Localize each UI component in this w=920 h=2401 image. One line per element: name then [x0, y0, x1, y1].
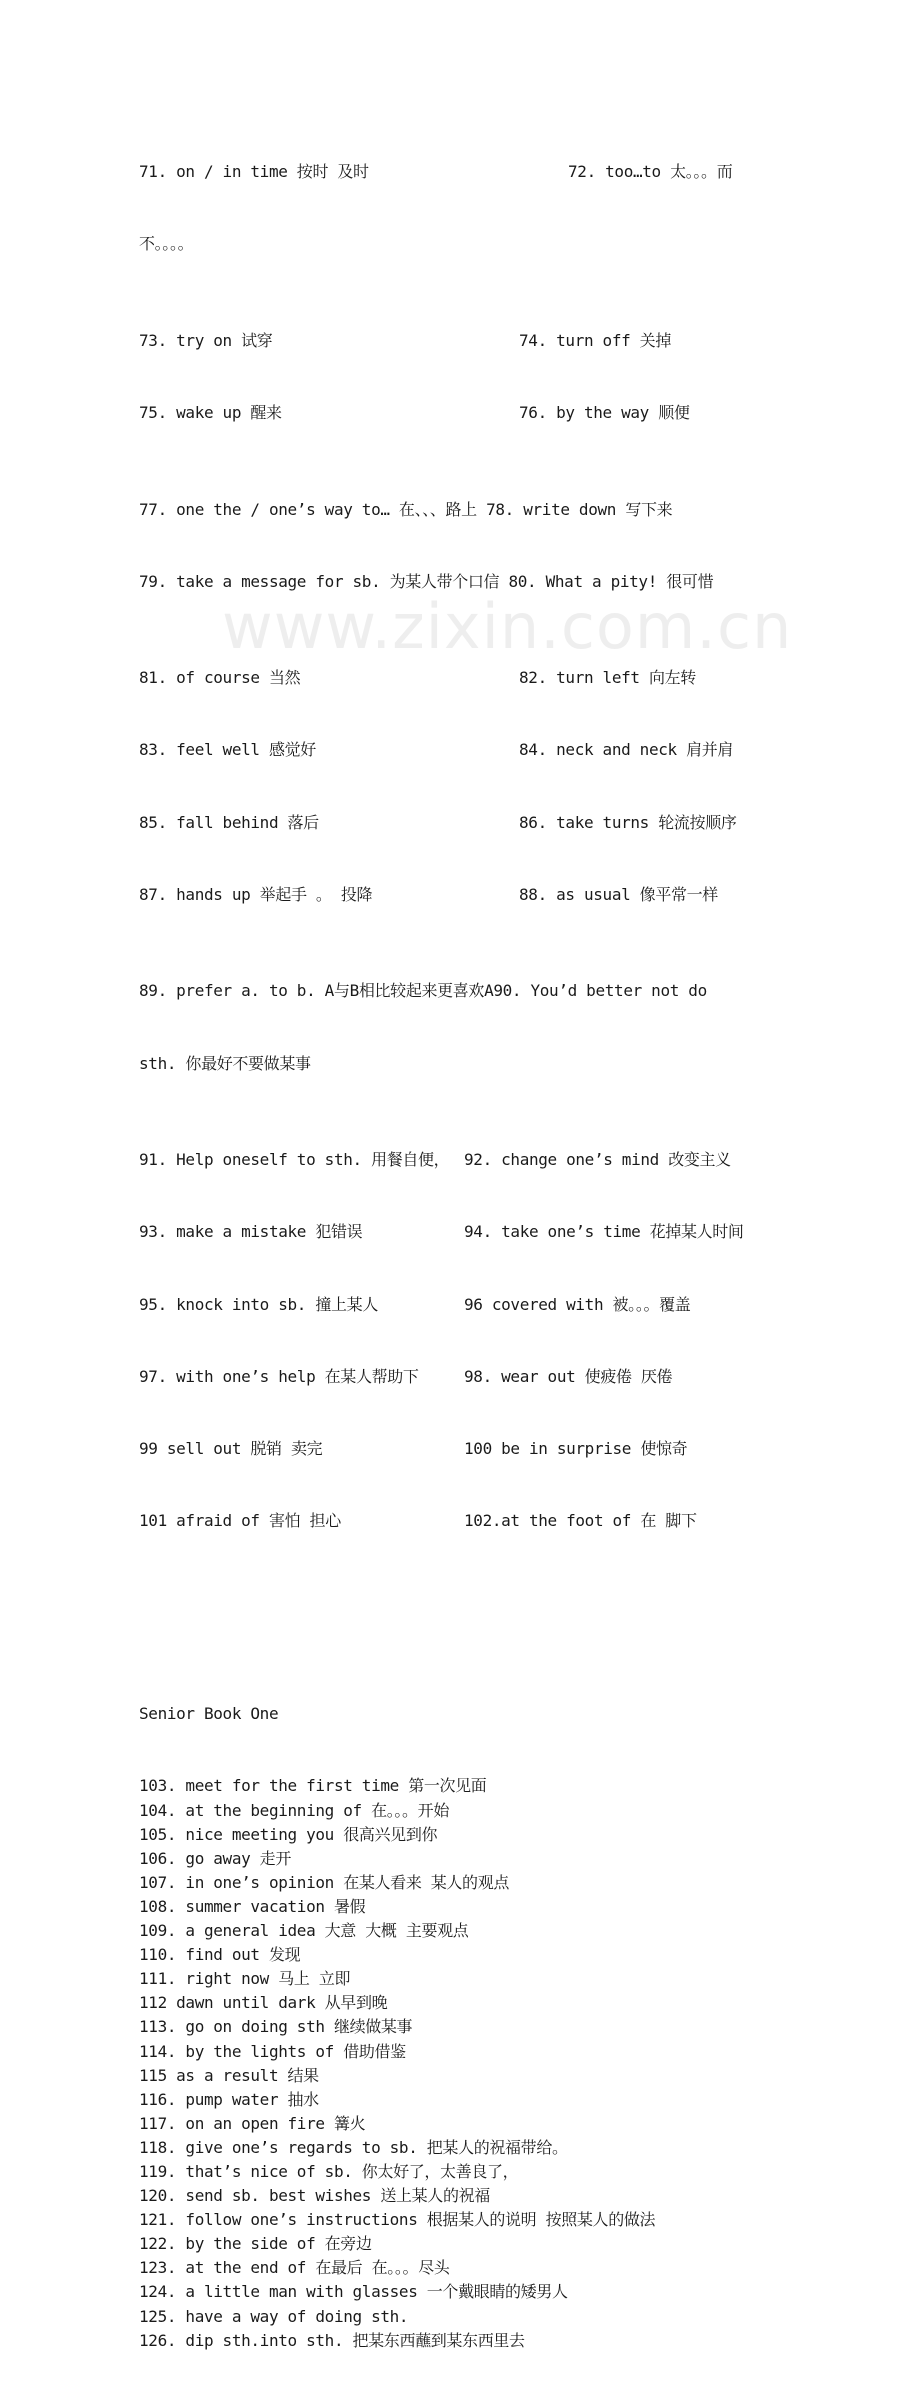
- entry-77-78: 77. one the / one’s way to… 在、、、路上 78. write down 写下来: [139, 499, 673, 519]
- entry-row: [139, 401, 784, 425]
- entry-73: 73. try on 试穿: [139, 330, 273, 350]
- list-item: 118. give one’s regards to sb. 把某人的祝福带给。: [139, 2137, 568, 2157]
- entry-row: [139, 1509, 784, 1533]
- blank-line: [139, 1606, 784, 1630]
- list-item: 108. summer vacation 暑假: [139, 1896, 366, 1916]
- list-item: 123. at the end of 在最后 在。。。尽头: [139, 2258, 450, 2278]
- entry-82: 82. turn left 向左转: [519, 668, 696, 688]
- entry-99: 99 sell out 脱销 卖完: [139, 1439, 323, 1459]
- entry-row: [139, 1437, 784, 1461]
- entry-95: 95. knock into sb. 撞上某人: [139, 1294, 378, 1314]
- list-item: 109. a general idea 大意 大概 主要观点: [139, 1921, 469, 1941]
- entry-87: 87. hands up 举起手 。 投降: [139, 885, 373, 904]
- list-item: 107. in one’s opinion 在某人看来 某人的观点: [139, 1872, 510, 1892]
- entry-83: 83. feel well 感觉好: [139, 740, 316, 760]
- list-item: 103. meet for the first time 第一次见面: [139, 1776, 487, 1796]
- entry-row: [139, 666, 784, 690]
- list-item: 110. find out 发现: [139, 1945, 301, 1965]
- entry-94: 94. take one’s time 花掉某人时间: [464, 1222, 744, 1242]
- list-item: 105. nice meeting you 很高兴见到你: [139, 1824, 438, 1844]
- list-item: 115 as a result 结果: [139, 2065, 319, 2085]
- list-item: 111. right now 马上 立即: [139, 1969, 351, 1989]
- list-item: 122. by the side of 在旁边: [139, 2234, 372, 2254]
- entry-89-90: 89. prefer a. to b. A与B相比较起来更喜欢A90. You’d better not do: [139, 981, 707, 1001]
- entry-88: 88. as usual 像平常一样: [519, 885, 718, 904]
- list-item: 126. dip sth.into sth. 把某东西蘸到某东西里去: [139, 2330, 525, 2350]
- entry-row: [139, 883, 784, 907]
- entry-97: 97. with one’s help 在某人帮助下: [139, 1366, 419, 1386]
- list-item: 114. by the lights of 借助借鉴: [139, 2041, 406, 2061]
- entry-75: 75. wake up 醒来: [139, 403, 282, 423]
- entry-86: 86. take turns 轮流按顺序: [519, 812, 737, 832]
- list-item: 113. go on doing sth 继续做某事: [139, 2017, 413, 2037]
- entry-row: [139, 329, 784, 353]
- entry-98: 98. wear out 使疲倦 厌倦: [464, 1366, 673, 1386]
- entry-72: 72. too…to 太。。。而: [568, 162, 733, 182]
- entry-row: [139, 160, 784, 184]
- senior-book-one-list: [139, 1774, 784, 2352]
- list-item: 104. at the beginning of 在。。。开始: [139, 1800, 449, 1820]
- list-item: 106. go away 走开: [139, 1848, 291, 1868]
- entry-row: [139, 1148, 784, 1172]
- entry-row: [139, 1365, 784, 1389]
- entry-row: [139, 1220, 784, 1244]
- entry-90-wrap: sth. 你最好不要做某事: [139, 1053, 311, 1073]
- entry-91: 91. Help oneself to sth. 用餐自便，: [139, 1150, 450, 1170]
- entry-79-80: 79. take a message for sb. 为某人带个口信 80. What a pity! 很可惜: [139, 571, 714, 591]
- entry-101: 101 afraid of 害怕 担心: [139, 1511, 341, 1531]
- entry-100: 100 be in surprise 使惊奇: [464, 1439, 688, 1459]
- entry-96: 96 covered with 被。。。覆盖: [464, 1294, 691, 1314]
- entry-84: 84. neck and neck 肩并肩: [519, 740, 734, 760]
- list-item: 112 dawn until dark 从早到晚: [139, 1993, 388, 2013]
- entry-93: 93. make a mistake 犯错误: [139, 1222, 363, 1242]
- list-item: 120. send sb. best wishes 送上某人的祝福: [139, 2186, 490, 2206]
- list-item: 121. follow one’s instructions 根据某人的说明 按照某人的做法: [139, 2210, 656, 2230]
- entry-row: [139, 811, 784, 835]
- list-item: 116. pump water 抽水: [139, 2089, 319, 2109]
- list-item: 124. a little man with glasses 一个戴眼睛的矮男人: [139, 2282, 568, 2302]
- list-item: 125. have a way of doing sth.: [139, 2306, 409, 2326]
- entry-85: 85. fall behind 落后: [139, 812, 319, 832]
- vocabulary-list: [139, 112, 784, 2401]
- section-heading: Senior Book One: [139, 1704, 279, 1724]
- entry-92: 92. change one’s mind 改变主义: [464, 1150, 731, 1170]
- entry-row: [139, 738, 784, 762]
- entry-72-wrap: 不。。。。: [139, 234, 194, 254]
- entry-71: 71. on / in time 按时 及时: [139, 162, 369, 182]
- list-item: 119. that’s nice of sb. 你太好了，太善良了，: [139, 2161, 519, 2181]
- list-item: 117. on an open fire 篝火: [139, 2113, 366, 2133]
- entry-76: 76. by the way 顺便: [519, 403, 690, 423]
- entry-81: 81. of course 当然: [139, 668, 301, 688]
- entry-102: 102.at the foot of 在 脚下: [464, 1511, 697, 1531]
- watermark: www.zixin.com.cn: [222, 590, 793, 663]
- entry-74: 74. turn off 关掉: [519, 330, 671, 350]
- entry-row: [139, 1293, 784, 1317]
